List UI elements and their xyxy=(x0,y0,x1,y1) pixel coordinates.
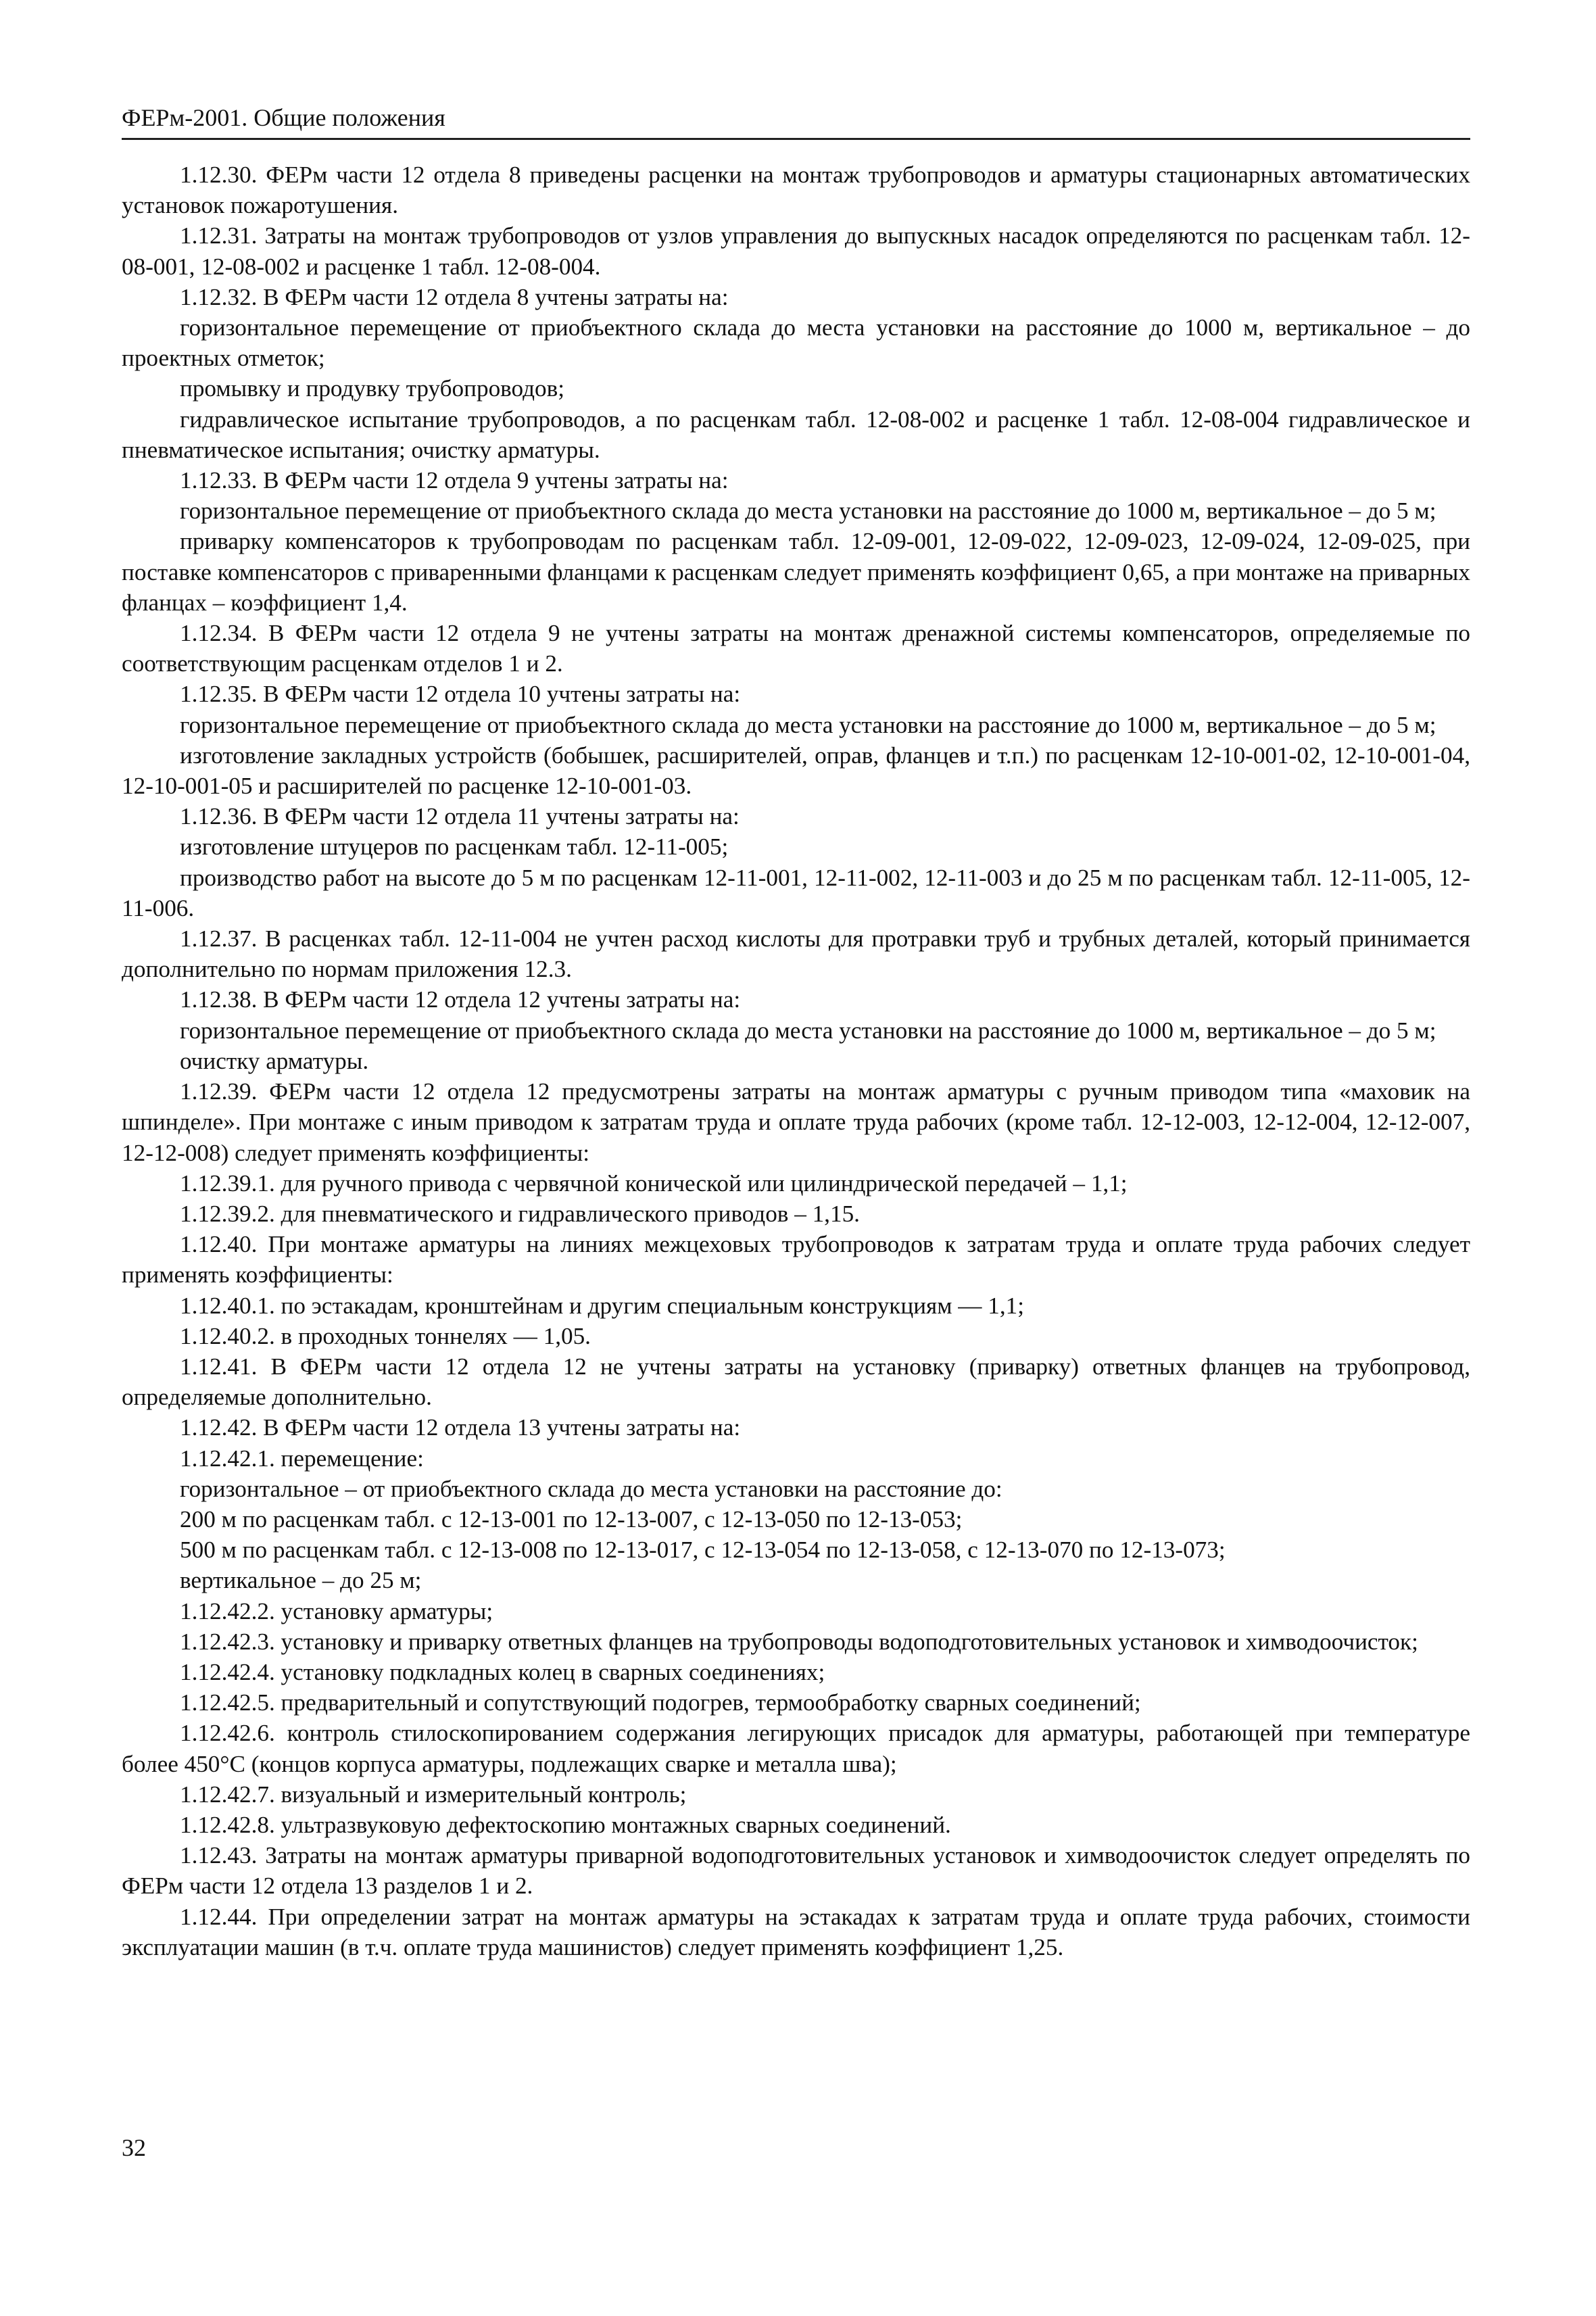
paragraph: 1.12.36. В ФЕРм части 12 отдела 11 учтены затраты на: xyxy=(180,803,740,830)
paragraph: 1.12.42.3. установку и приварку ответных фланцев на трубопроводы водоподготовительных установок и химводоочисток; xyxy=(180,1628,1418,1655)
paragraph: 1.12.41. В ФЕРм части 12 отдела 12 не учтены затраты на установку (приварку) ответных фланцев на трубопровод, определяемые дополнительно. xyxy=(122,1353,1470,1411)
paragraph: горизонтальное перемещение от приобъектного склада до места установки на расстояние до 1000 м, вертикальное – до 5 м; xyxy=(180,498,1436,525)
paragraph: 1.12.39.1. для ручного привода с червячной конической или цилиндрической передачей – 1,1; xyxy=(180,1169,1128,1197)
paragraph: 1.12.42.5. предварительный и сопутствующий подогрев, термообработку сварных соединений; xyxy=(180,1689,1141,1716)
paragraph: 1.12.39. ФЕРм части 12 отдела 12 предусмотрены затраты на монтаж арматуры с ручным приводом типа «маховик на шпинделе». При монтаже с иным приводом к затратам труда и оплате труда рабочих (кроме табл. 12-12-003, 12-12-004, 12-12-007, 12-12-008) следует применять коэффициенты: xyxy=(122,1078,1470,1166)
running-header: ФЕРм-2001. Общие положения xyxy=(122,104,445,131)
paragraph: 1.12.40.2. в проходных тоннелях — 1,05. xyxy=(180,1322,591,1349)
paragraph: 1.12.42.6. контроль стилоскопированием содержания легирующих присадок для арматуры, работающей при температуре более 450°С (концов корпуса арматуры, подлежащих сварке и металла шва); xyxy=(122,1720,1470,1777)
paragraph: 1.12.43. Затраты на монтаж арматуры приварной водоподготовительных установок и химводоочисток следует определять по ФЕРм части 12 отдела 13 разделов 1 и 2. xyxy=(122,1842,1470,1900)
paragraph: 1.12.42.1. перемещение: xyxy=(180,1445,424,1472)
header-divider xyxy=(122,138,1470,140)
paragraph: 1.12.40. При монтаже арматуры на линиях межцеховых трубопроводов к затратам труда и оплате труда рабочих следует применять коэффициенты: xyxy=(122,1231,1470,1288)
paragraph: 1.12.42.7. визуальный и измерительный контроль; xyxy=(180,1781,687,1808)
paragraph: очистку арматуры. xyxy=(180,1047,369,1074)
paragraph: приварку компенсаторов к трубопроводам по расценкам табл. 12-09-001, 12-09-022, 12-09-023, 12-09-024, 12-09-025, при поставке компенсаторов с приваренными фланцами к расценкам следует применять коэффициент 0,65, а при монтаже на приварных фланцах – коэффициент 1,4. xyxy=(122,528,1470,616)
paragraph: 1.12.37. В расценках табл. 12-11-004 не учтен расход кислоты для протравки труб и трубных деталей, который принимается дополнительно по нормам приложения 12.3. xyxy=(122,925,1470,983)
paragraph: гидравлическое испытание трубопроводов, а по расценкам табл. 12-08-002 и расценке 1 табл. 12-08-004 гидравлическое и пневматическое испытания; очистку арматуры. xyxy=(122,406,1470,463)
paragraph: 1.12.42.4. установку подкладных колец в сварных соединениях; xyxy=(180,1658,825,1685)
body-text xyxy=(122,160,1470,1962)
paragraph: 200 м по расценкам табл. с 12-13-001 по 12-13-007, с 12-13-050 по 12-13-053; xyxy=(180,1505,963,1533)
paragraph: горизонтальное – от приобъектного склада до места установки на расстояние до: xyxy=(180,1475,1002,1502)
paragraph: 1.12.32. В ФЕРм части 12 отдела 8 учтены затраты на: xyxy=(180,283,729,310)
paragraph: промывку и продувку трубопроводов; xyxy=(180,375,565,402)
paragraph: 1.12.30. ФЕРм части 12 отдела 8 приведены расценки на монтаж трубопроводов и арматуры стационарных автоматических установок пожаротушения. xyxy=(122,162,1470,219)
paragraph: 1.12.42.8. ультразвуковую дефектоскопию монтажных сварных соединений. xyxy=(180,1811,951,1838)
paragraph: изготовление закладных устройств (бобышек, расширителей, оправ, фланцев и т.п.) по расценкам 12-10-001-02, 12-10-001-04, 12-10-001-05 и расширителей по расценке 12-10-001-03. xyxy=(122,742,1470,800)
paragraph: 1.12.42.2. установку арматуры; xyxy=(180,1597,493,1624)
paragraph: изготовление штуцеров по расценкам табл. 12-11-005; xyxy=(180,834,729,861)
paragraph: горизонтальное перемещение от приобъектного склада до места установки на расстояние до 1000 м, вертикальное – до 5 м; xyxy=(180,711,1436,738)
paragraph: 1.12.42. В ФЕРм части 12 отдела 13 учтены затраты на: xyxy=(180,1414,741,1441)
page-number: 32 xyxy=(122,2134,146,2161)
paragraph: 1.12.33. В ФЕРм части 12 отдела 9 учтены затраты на: xyxy=(180,467,729,494)
paragraph: производство работ на высоте до 5 м по расценкам 12-11-001, 12-11-002, 12-11-003 и до 25 м по расценкам табл. 12-11-005, 12-11-006. xyxy=(122,864,1470,921)
paragraph: 500 м по расценкам табл. с 12-13-008 по 12-13-017, с 12-13-054 по 12-13-058, с 12-13-070 по 12-13-073; xyxy=(180,1537,1226,1564)
paragraph: 1.12.38. В ФЕРм части 12 отдела 12 учтены затраты на: xyxy=(180,986,741,1013)
paragraph: горизонтальное перемещение от приобъектного склада до места установки на расстояние до 1000 м, вертикальное – до 5 м; xyxy=(180,1017,1436,1044)
paragraph: 1.12.35. В ФЕРм части 12 отдела 10 учтены затраты на: xyxy=(180,681,741,708)
paragraph: вертикальное – до 25 м; xyxy=(180,1567,422,1594)
paragraph: горизонтальное перемещение от приобъектного склада до места установки на расстояние до 1000 м, вертикальное – до проектных отметок; xyxy=(122,314,1470,372)
paragraph: 1.12.34. В ФЕРм части 12 отдела 9 не учтены затраты на монтаж дренажной системы компенсаторов, определяемые по соответствующим расценкам отделов 1 и 2. xyxy=(122,620,1470,677)
paragraph: 1.12.39.2. для пневматического и гидравлического приводов – 1,15. xyxy=(180,1200,860,1227)
paragraph: 1.12.40.1. по эстакадам, кронштейнам и другим специальным конструкциям — 1,1; xyxy=(180,1292,1025,1319)
paragraph: 1.12.31. Затраты на монтаж трубопроводов от узлов управления до выпускных насадок определяются по расценкам табл. 12-08-001, 12-08-002 и расценке 1 табл. 12-08-004. xyxy=(122,222,1470,280)
paragraph: 1.12.44. При определении затрат на монтаж арматуры на эстакадах к затратам труда и оплате труда рабочих, стоимости эксплуатации машин (в т.ч. оплате труда машинистов) следует применять коэффициент 1,25. xyxy=(122,1903,1470,1960)
